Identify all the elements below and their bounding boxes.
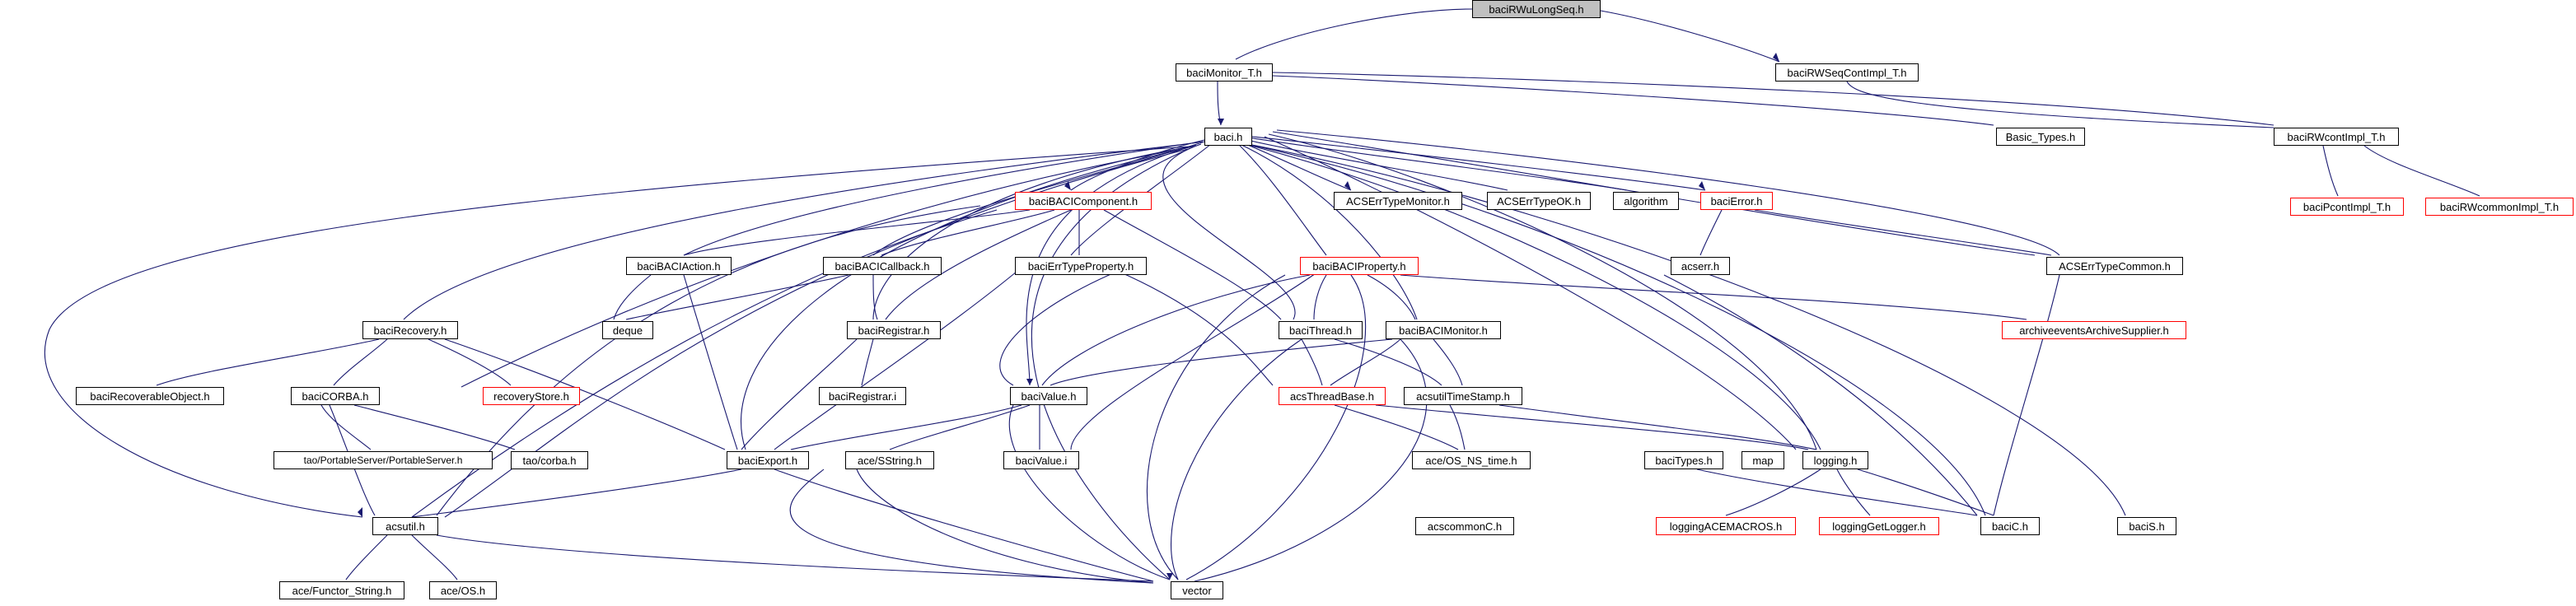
node-label: tao/PortableServer/PortableServer.h — [303, 454, 463, 466]
node-label: logging.h — [1813, 454, 1858, 467]
node-ace-os-ns-time-h[interactable] — [1412, 451, 1531, 469]
node-acserr-h[interactable] — [1671, 257, 1730, 275]
node-label: deque — [612, 324, 643, 337]
node-loggingGetLogger-h[interactable] — [1819, 517, 1939, 535]
node-label: map — [1752, 454, 1774, 467]
node-ace-functor-string-h[interactable] — [279, 581, 404, 599]
node-baciRWSeqContImpl-T-h[interactable] — [1775, 63, 1919, 82]
node-tao-corba-h[interactable] — [511, 451, 588, 469]
node-label: acsThreadBase.h — [1290, 389, 1374, 403]
node-baci-h[interactable] — [1204, 128, 1252, 146]
node-label: baciError.h — [1710, 194, 1763, 207]
node-baciBACIProperty-h[interactable] — [1300, 257, 1419, 275]
node-label: baciTypes.h — [1655, 454, 1713, 467]
node-label: baciC.h — [1991, 520, 2029, 533]
node-label: baciMonitor_T.h — [1186, 66, 1262, 79]
node-label: acsutil.h — [386, 520, 425, 533]
node-ACSErrTypeCommon-h[interactable] — [2046, 257, 2183, 275]
node-recoveryStore-h[interactable] — [483, 387, 580, 405]
node-label: baciRegistrar.i — [828, 389, 897, 403]
node-label: baciRWcommonImpl_T.h — [2439, 200, 2560, 213]
node-baciRecoverableObject-h[interactable] — [76, 387, 224, 405]
node-label: baciPcontImpl_T.h — [2303, 200, 2391, 213]
node-vector[interactable] — [1171, 581, 1223, 599]
node-baciValue-h[interactable] — [1010, 387, 1087, 405]
node-label: baciS.h — [2129, 520, 2165, 533]
node-algorithm[interactable] — [1613, 192, 1679, 210]
node-baciRWuLongSeq-h[interactable] — [1472, 0, 1601, 18]
node-label: acserr.h — [1681, 259, 1720, 273]
node-acsutilTimeStamp-h[interactable] — [1404, 387, 1522, 405]
node-baciBACICallback-h[interactable] — [823, 257, 942, 275]
node-map[interactable] — [1741, 451, 1784, 469]
node-baciRegistrar-h[interactable] — [847, 321, 941, 339]
node-label: baciRWcontImpl_T.h — [2287, 130, 2386, 143]
node-baciTypes-h[interactable] — [1644, 451, 1723, 469]
node-label: ACSErrTypeCommon.h — [2059, 259, 2171, 273]
node-label: archiveeventsArchiveSupplier.h — [2019, 324, 2169, 337]
node-baciMonitor-T-h[interactable] — [1176, 63, 1273, 82]
node-ace-os-h[interactable] — [429, 581, 497, 599]
node-tao-portableserver-h[interactable] — [273, 451, 493, 469]
node-deque[interactable] — [602, 321, 653, 339]
node-baciRecovery-h[interactable] — [362, 321, 458, 339]
node-label: acsutilTimeStamp.h — [1416, 389, 1510, 403]
node-baciError-h[interactable] — [1700, 192, 1773, 210]
node-label: baciRecoverableObject.h — [90, 389, 210, 403]
node-Basic-Types-h[interactable] — [1996, 128, 2085, 146]
node-label: baciBACIComponent.h — [1028, 194, 1138, 207]
node-label: baciThread.h — [1289, 324, 1352, 337]
node-label: ACSErrTypeMonitor.h — [1346, 194, 1450, 207]
node-label: baciValue.h — [1021, 389, 1077, 403]
node-archiveeventsArchiveSupplier-h[interactable] — [2002, 321, 2186, 339]
node-label: baciRWSeqContImpl_T.h — [1787, 66, 1907, 79]
node-acsThreadBase-h[interactable] — [1279, 387, 1386, 405]
node-acscommonC-h[interactable] — [1415, 517, 1514, 535]
node-label: baciExport.h — [737, 454, 798, 467]
node-label: baciBACIProperty.h — [1312, 259, 1406, 273]
node-label: ace/OS.h — [440, 584, 486, 597]
node-logging-h[interactable] — [1802, 451, 1868, 469]
node-label: baciBACICallback.h — [835, 259, 930, 273]
node-acsutil-h[interactable] — [372, 517, 438, 535]
node-label: recoveryStore.h — [493, 389, 569, 403]
node-label: ace/OS_NS_time.h — [1425, 454, 1517, 467]
node-label: baciRegistrar.h — [858, 324, 930, 337]
node-loggingACEMACROS-h[interactable] — [1656, 517, 1796, 535]
node-label: Basic_Types.h — [2005, 130, 2076, 143]
node-ACSErrTypeMonitor-h[interactable] — [1334, 192, 1462, 210]
node-baciS-h[interactable] — [2117, 517, 2176, 535]
node-baciCORBA-h[interactable] — [291, 387, 380, 405]
node-label: ACSErrTypeOK.h — [1497, 194, 1581, 207]
node-baciPcontImpl-T-h[interactable] — [2290, 198, 2404, 216]
node-baciBACIComponent-h[interactable] — [1015, 192, 1152, 210]
node-baciThread-h[interactable] — [1279, 321, 1363, 339]
node-label: tao/corba.h — [522, 454, 577, 467]
node-label: loggingGetLogger.h — [1832, 520, 1926, 533]
node-label: baci.h — [1213, 130, 1243, 143]
node-label: baciRecovery.h — [373, 324, 447, 337]
node-baciRWcontImpl-T-h[interactable] — [2274, 128, 2399, 146]
node-label: algorithm — [1624, 194, 1668, 207]
node-ACSErrTypeOK-h[interactable] — [1487, 192, 1591, 210]
node-label: baciErrTypeProperty.h — [1027, 259, 1134, 273]
node-ace-sstring-h[interactable] — [845, 451, 934, 469]
node-label: vector — [1182, 584, 1212, 597]
node-baciRWcommonImpl-T-h[interactable] — [2425, 198, 2574, 216]
node-baciBACIMonitor-h[interactable] — [1386, 321, 1501, 339]
node-label: baciBACIAction.h — [637, 259, 721, 273]
node-label: acscommonC.h — [1427, 520, 1503, 533]
node-label: loggingACEMACROS.h — [1669, 520, 1783, 533]
node-label: baciCORBA.h — [302, 389, 369, 403]
node-baciExport-h[interactable] — [727, 451, 809, 469]
node-baciValue-i[interactable] — [1003, 451, 1079, 469]
node-label: ace/SString.h — [857, 454, 923, 467]
node-baciErrTypeProperty-h[interactable] — [1015, 257, 1147, 275]
node-label: baciValue.i — [1015, 454, 1068, 467]
node-baciBACIAction-h[interactable] — [626, 257, 732, 275]
node-label: baciBACIMonitor.h — [1399, 324, 1488, 337]
node-baciRegistrar-i[interactable] — [819, 387, 906, 405]
node-baciC-h[interactable] — [1980, 517, 2040, 535]
node-label: baciRWuLongSeq.h — [1489, 2, 1584, 16]
node-label: ace/Functor_String.h — [292, 584, 392, 597]
